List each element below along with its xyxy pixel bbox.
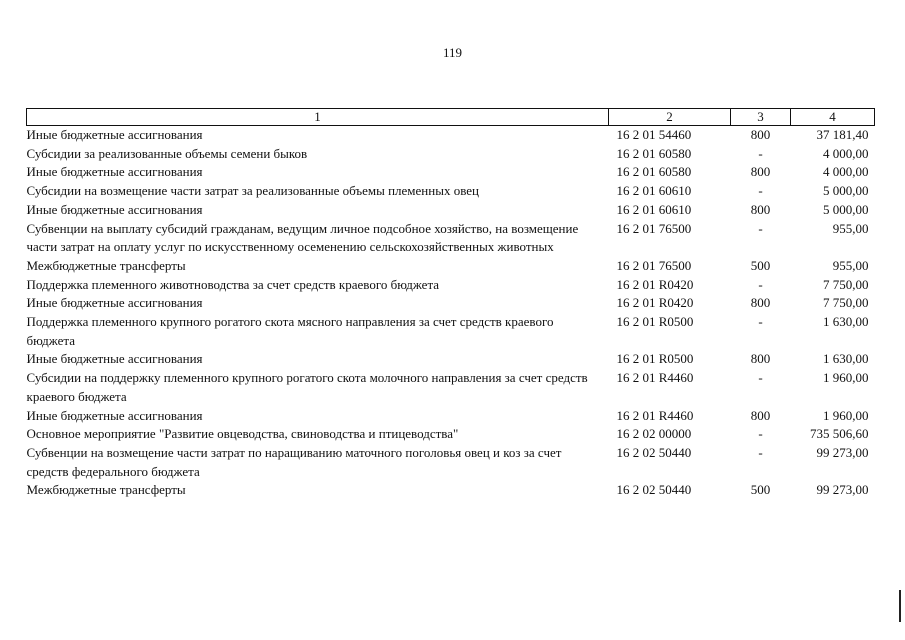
row-code: 16 2 01 76500 [616,220,692,236]
row-code: 16 2 01 R0500 [616,351,694,367]
row-code: 16 2 02 00000 [616,426,692,442]
table-row [27,407,875,426]
column-header-4: 4 [791,109,875,126]
row-amount: 1 630,00 [823,351,869,367]
row-amount: 4 000,00 [823,164,869,180]
row-amount: 99 273,00 [816,444,869,460]
row-code: 16 2 01 R0420 [616,295,694,311]
row-code: 16 2 01 R4460 [616,407,694,423]
row-amount: 1 960,00 [823,407,869,423]
table-row [27,257,875,276]
row-code: 16 2 02 50440 [616,444,692,460]
table-row [27,294,875,313]
row-expense-type: - [758,183,763,199]
row-name: Субсидии на возмещение части затрат за реализованные объемы племенных овец [26,183,479,199]
row-name: Межбюджетные трансферты [26,482,186,498]
page-number: 119 [442,45,463,60]
row-amount: 7 750,00 [823,295,869,311]
row-name: Субвенции на возмещение части затрат по наращиванию маточного поголовья овец и коз за счет средств федерального бюджета [26,444,562,479]
row-name: Иные бюджетные ассигнования [26,407,203,423]
row-expense-type: - [758,276,763,292]
row-name: Иные бюджетные ассигнования [26,127,203,142]
table-row [27,369,875,406]
header-row [27,109,875,126]
column-header-2: 2 [609,109,731,126]
row-expense-type: 800 [750,127,771,142]
row-name: Субвенции на выплату субсидий гражданам, ведущим личное подсобное хозяйство, на возмещение части затрат на оплату услуг по искусственному осеменению сельскохозяйственных животных [26,220,579,255]
row-name: Субсидии на поддержку племенного крупного рогатого скота молочного направления за счет средств краевого бюджета [26,370,588,404]
margin-bar [899,590,901,622]
table-row [27,201,875,220]
row-expense-type: - [758,145,763,161]
budget-table [26,108,875,500]
row-code: 16 2 02 50440 [616,482,692,498]
table-row [27,481,875,500]
row-amount: 37 181,40 [816,127,869,142]
row-name: Основное мероприятие "Развитие овцеводства, свиноводства и птицеводства" [26,426,459,442]
row-name: Иные бюджетные ассигнования [26,295,203,311]
row-expense-type: - [758,220,763,236]
table-row [27,313,875,350]
row-code: 16 2 01 R0500 [616,314,694,330]
row-code: 16 2 01 60580 [616,145,692,161]
budget-table-container [26,108,874,500]
row-name: Поддержка племенного животноводства за счет средств краевого бюджета [26,276,440,292]
column-header-3: 3 [731,109,791,126]
row-expense-type: 800 [750,295,771,311]
row-amount: 5 000,00 [823,183,869,199]
row-name: Субсидии за реализованные объемы семени быков [26,145,308,161]
row-expense-type: 500 [750,257,771,273]
row-code: 16 2 01 54460 [616,127,692,142]
table-body [27,126,875,501]
row-amount: 1 960,00 [823,370,869,386]
row-amount: 1 630,00 [823,314,869,330]
row-code: 16 2 01 76500 [616,257,692,273]
row-amount: 7 750,00 [823,276,869,292]
row-expense-type: 800 [750,407,771,423]
table-row [27,126,875,145]
row-code: 16 2 01 R0420 [616,276,694,292]
row-expense-type: - [758,444,763,460]
row-name: Межбюджетные трансферты [26,257,186,273]
row-code: 16 2 01 60610 [616,183,692,199]
table-row [27,425,875,444]
row-name: Иные бюджетные ассигнования [26,164,203,180]
row-expense-type: - [758,370,763,386]
row-expense-type: 800 [750,201,771,217]
row-amount: 99 273,00 [816,482,869,498]
row-amount: 955,00 [832,220,869,236]
row-expense-type: 800 [750,164,771,180]
row-code: 16 2 01 60580 [616,164,692,180]
row-expense-type: 500 [750,482,771,498]
row-name: Иные бюджетные ассигнования [26,201,203,217]
row-expense-type: - [758,426,763,442]
row-amount: 4 000,00 [823,145,869,161]
row-name: Иные бюджетные ассигнования [26,351,203,367]
table-row [27,276,875,295]
table-row [27,350,875,369]
row-expense-type: 800 [750,351,771,367]
row-amount: 955,00 [832,257,869,273]
row-code: 16 2 01 R4460 [616,370,694,386]
table-row [27,444,875,481]
row-amount: 735 506,60 [810,426,869,442]
row-code: 16 2 01 60610 [616,201,692,217]
table-row [27,145,875,164]
table-row [27,182,875,201]
row-expense-type: - [758,314,763,330]
row-name: Поддержка племенного крупного рогатого скота мясного направления за счет средств краевого бюджета [26,314,554,348]
table-row [27,220,875,257]
table-header [27,109,875,126]
column-header-1: 1 [27,109,609,126]
table-row [27,163,875,182]
row-amount: 5 000,00 [823,201,869,217]
